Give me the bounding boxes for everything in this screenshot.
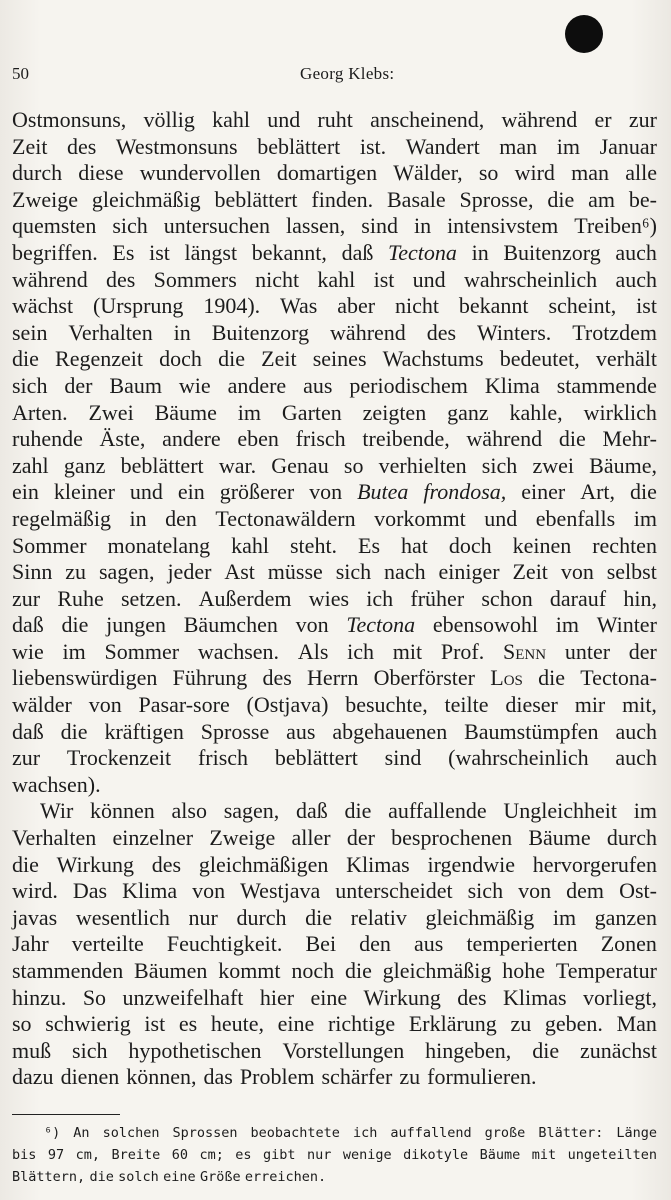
text-line: die Regenzeit doch die Zeit seines Wachstums bedeutet, verhält <box>12 346 657 372</box>
text-line: Ostmonsuns, völlig kahl und ruht anscheinend, während er zur <box>12 107 657 132</box>
punched-hole <box>565 15 603 53</box>
text-line: dazu dienen können, das Problem schärfer zu formulieren. <box>12 1064 537 1090</box>
text-line: Sommer monatelang kahl steht. Es hat doch keinen rechten <box>12 532 657 558</box>
text-line: so schwierig ist es heute, eine richtige Erklärung zu geben. Man <box>12 1011 657 1037</box>
text-line: Sinn zu sagen, jeder Ast müsse sich nach einiger Zeit von selbst <box>12 559 657 585</box>
text-line: zahl ganz beblättert war. Genau so verhielten sich zwei Bäume, <box>12 452 657 478</box>
text-line: wachsen). <box>12 771 101 797</box>
text-line: durch diese wundervollen domartigen Wälder, so wird man alle <box>12 160 657 186</box>
text-line: quemsten sich untersuchen lassen, sind in intensivstem Treiben⁶) <box>12 213 657 239</box>
page-header <box>12 64 652 88</box>
text-line: javas wesentlich nur durch die relativ gleichmäßig im ganzen <box>12 904 657 930</box>
footnotes <box>12 1122 657 1188</box>
text-line: stammenden Bäumen kommt noch die gleichmäßig hohe Temperatur <box>12 958 657 983</box>
footnote-line: bis 97 cm, Breite 60 cm; es gibt nur wenige dikotyle Bäume mit ungeteilten <box>12 1147 657 1163</box>
footnote-line: Blättern, die solch eine Größe erreichen. <box>12 1169 327 1185</box>
text-line: muß sich hypothetischen Vorstellungen hingeben, die zunächst <box>12 1037 657 1063</box>
text-line: regelmäßig in den Tectonawäldern vorkommt und ebenfalls im <box>12 505 657 531</box>
text-line: hinzu. So unzweifelhaft hier eine Wirkung des Klimas vorliegt, <box>12 984 657 1010</box>
text-line: zur Trockenzeit frisch beblättert sind (wahrscheinlich auch <box>12 745 657 771</box>
text-line: die Wirkung des gleichmäßigen Klimas irgendwie hervorgerufen <box>12 851 657 877</box>
text-line: wälder von Pasar-sore (Ostjava) besuchte, teilte dieser mir mit, <box>12 692 657 718</box>
text-line: wie im Sommer wachsen. Als ich mit Prof. Senn unter der <box>12 638 657 664</box>
text-line: daß die kräftigen Sprosse aus abgehauenen Baumstümpfen auch <box>12 718 657 744</box>
text-line: daß die jungen Bäumchen von Tectona ebensowohl im Winter <box>12 612 657 638</box>
text-line: ruhende Äste, andere eben frisch treibende, während die Mehr- <box>12 426 657 452</box>
text-line: wächst (Ursprung 1904). Was aber nicht bekannt scheint, ist <box>12 293 657 319</box>
page-number: 50 <box>12 64 29 83</box>
text-line: Wir können also sagen, daß die auffallende Ungleichheit im <box>40 798 657 824</box>
footnote-line: ⁶) An solchen Sprossen beobachtete ich auffallend große Blätter: Länge <box>44 1125 657 1141</box>
footnote-divider <box>12 1114 120 1115</box>
text-line: Zweige gleichmäßig beblättert finden. Basale Sprosse, die am be- <box>12 186 657 212</box>
text-line: begriffen. Es ist längst bekannt, daß Tectona in Buitenzorg auch <box>12 239 657 265</box>
text-line: zur Ruhe setzen. Außerdem wies ich früher schon darauf hin, <box>12 585 657 611</box>
text-line: Verhalten einzelner Zweige aller der besprochenen Bäume durch <box>12 825 657 851</box>
body-text <box>12 107 657 1091</box>
text-line: Arten. Zwei Bäume im Garten zeigten ganz kahle, wirklich <box>12 399 657 425</box>
text-line: während des Sommers nicht kahl ist und wahrscheinlich auch <box>12 266 657 292</box>
text-line: wird. Das Klima von Westjava unterscheidet sich von dem Ost- <box>12 878 657 904</box>
text-line: ein kleiner und ein größerer von Butea frondosa, einer Art, die <box>12 479 657 505</box>
text-line: sein Verhalten in Buitenzorg während des Winters. Trotzdem <box>12 319 657 345</box>
text-line: sich der Baum wie andere aus periodischem Klima stammende <box>12 372 657 398</box>
running-head: Georg Klebs: <box>300 64 395 83</box>
text-line: Jahr verteilte Feuchtigkeit. Bei den aus temperierten Zonen <box>12 931 657 957</box>
text-line: liebenswürdigen Führung des Herrn Oberförster Los die Tectona- <box>12 665 657 691</box>
text-line: Zeit des Westmonsuns beblättert ist. Wandert man im Januar <box>12 133 657 159</box>
